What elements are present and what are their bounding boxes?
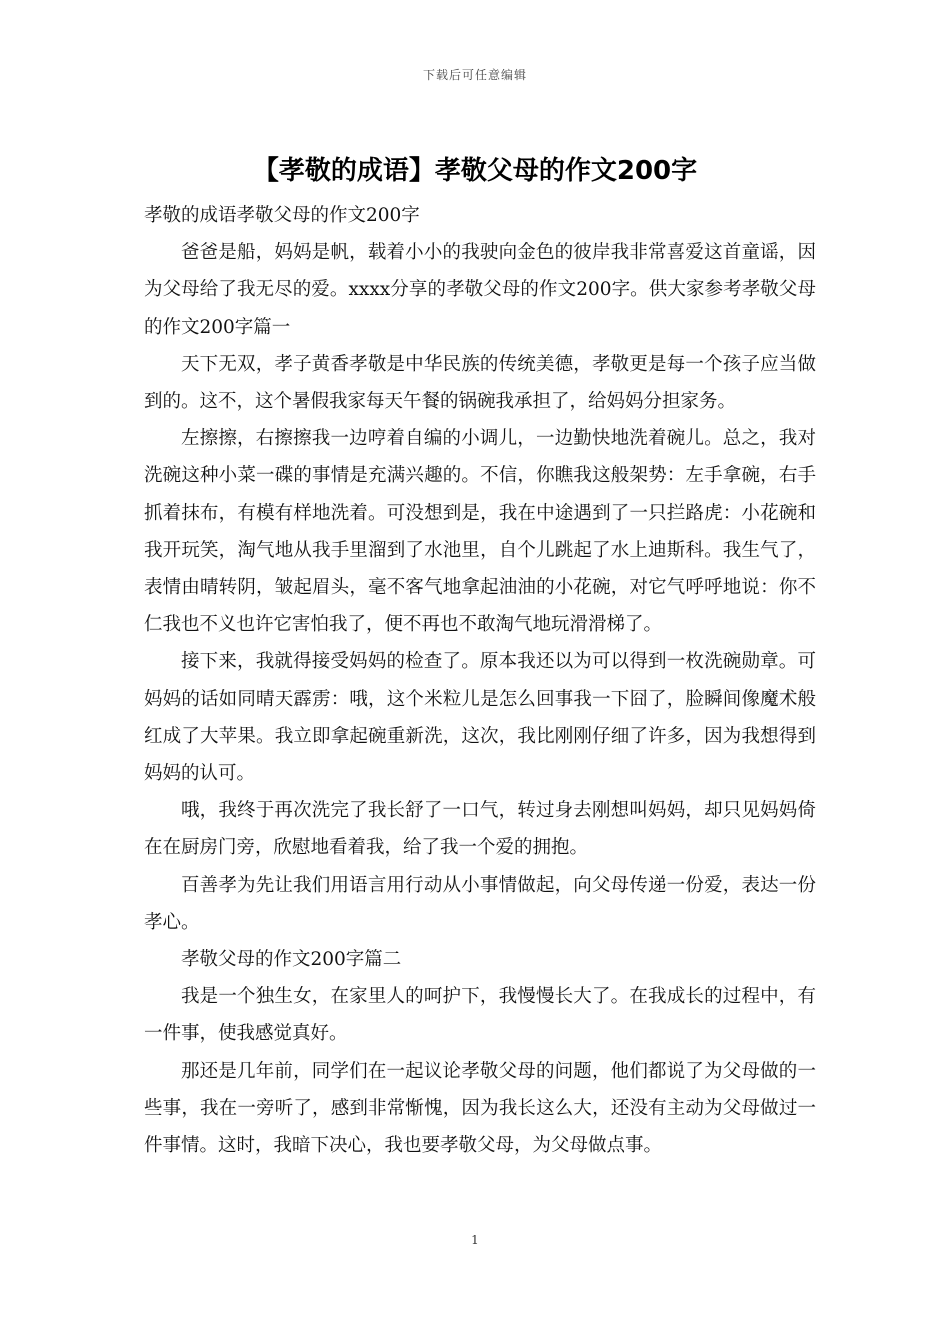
paragraph: 爸爸是船，妈妈是帆，载着小小的我驶向金色的彼岸我非常喜爱这首童谣，因为父母给了我无尽的爱。xxxx分享的孝敬父母的作文200字。供大家参考孝敬父母的作文200字篇一 [144,242,816,338]
paragraph: 哦，我终于再次洗完了我长舒了一口气，转过身去刚想叫妈妈，却只见妈妈倚在在厨房门旁，欣慰地看着我，给了我一个爱的拥抱。 [144,800,816,859]
document-body [144,197,816,1164]
paragraph: 那还是几年前，同学们在一起议论孝敬父母的问题，他们都说了为父母做的一些事，我在一旁听了，感到非常惭愧，因为我长这么大，还没有主动为父母做过一件事情。这时，我暗下决心，我也要孝敬父母，为父母做点事。 [144,1060,816,1157]
paragraph: 百善孝为先让我们用语言用行动从小事情做起，向父母传递一份爱，表达一份孝心。 [144,874,816,933]
page-number: 1 [471,1233,479,1247]
paragraph: 左擦擦，右擦擦我一边哼着自编的小调儿，一边勤快地洗着碗儿。总之，我对洗碗这种小菜一碟的事情是充满兴趣的。不信，你瞧我这般架势：左手拿碗，右手抓着抹布，有模有样地洗着。可没想到是，我在中途遇到了一只拦路虎：小花碗和我开玩笑，淘气地从我手里溜到了水池里，自个儿跳起了水上迪斯科。我生气了，表情由晴转阴，皱起眉头，毫不客气地拿起油油的小花碗，对它气呼呼地说：你不仁我也不义也许它害怕我了，便不再也不敢淘气地玩滑滑梯了。 [144,428,816,636]
header-note: 下载后可任意编辑 [422,68,527,82]
document-title: 【孝敬的成语】孝敬父母的作文200字 [252,156,698,186]
paragraph: 我是一个独生女，在家里人的呵护下，我慢慢长大了。在我成长的过程中，有一件事，使我感觉真好。 [144,986,816,1045]
section-two-title: 孝敬父母的作文200字篇二 [181,949,402,971]
paragraph: 天下无双，孝子黄香孝敬是中华民族的传统美德，孝敬更是每一个孩子应当做到的。这不，这个暑假我家每天午餐的锅碗我承担了，给妈妈分担家务。 [144,353,816,413]
document-subtitle: 孝敬的成语孝敬父母的作文200字 [144,205,420,226]
paragraph: 接下来，我就得接受妈妈的检查了。原本我还以为可以得到一枚洗碗勋章。可妈妈的话如同晴天霹雳：哦，这个米粒儿是怎么回事我一下囧了，脸瞬间像魔术般红成了大苹果。我立即拿起碗重新洗，这次，我比刚刚仔细了许多，因为我想得到妈妈的认可。 [144,651,816,785]
